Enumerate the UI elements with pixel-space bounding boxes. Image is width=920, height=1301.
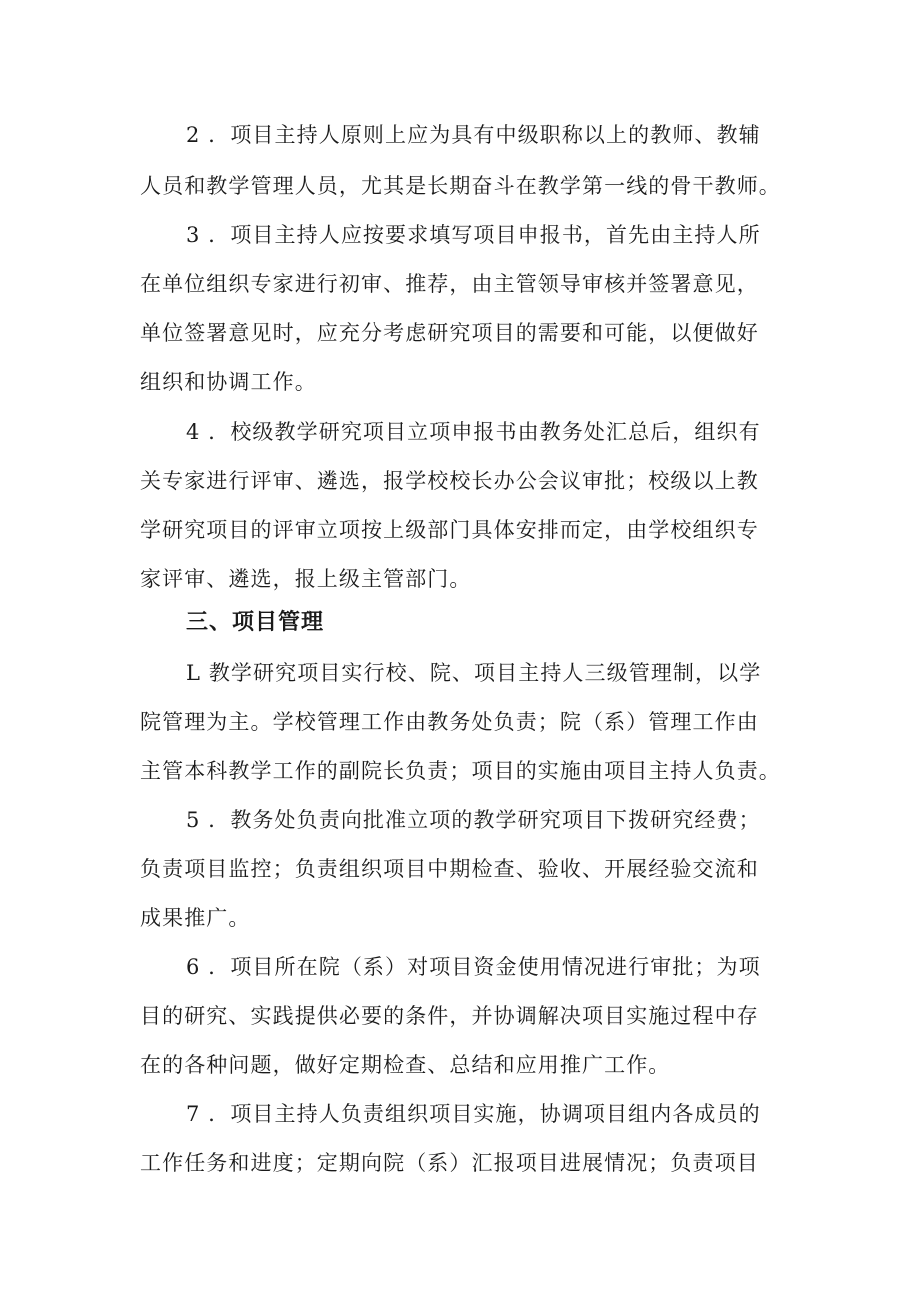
paragraph-7-line-1: 7 ．项目主持人负责组织项目实施，协调项目组内各成员的 — [186, 1102, 761, 1126]
paragraph-7-line-2: 工作任务和进度；定期向院（系）汇报项目进展情况；负责项目 — [140, 1151, 759, 1175]
paragraph-5-line-3: 成果推广。 — [140, 906, 251, 930]
paragraph-2-line-1: 2 ．项目主持人原则上应为具有中级职称以上的教师、教辅 — [186, 123, 761, 147]
section-heading: 三、项目管理 — [186, 610, 325, 635]
paragraph-3-line-1: 3 ．项目主持人应按要求填写项目申报书，首先由主持人所 — [186, 223, 761, 247]
paragraph-3-line-4: 组织和协调工作。 — [140, 370, 317, 394]
paragraph-l-line-3: 主管本科教学工作的副院长负责；项目的实施由项目主持人负责。 — [140, 759, 781, 783]
paragraph-6-line-3: 在的各种问题，做好定期检查、总结和应用推广工作。 — [140, 1053, 671, 1077]
paragraph-3-line-3: 单位签署意见时，应充分考虑研究项目的需要和可能，以便做好 — [140, 321, 759, 345]
paragraph-4-line-4: 家评审、遴选，报上级主管部门。 — [140, 567, 472, 591]
paragraph-2-line-2: 人员和教学管理人员，尤其是长期奋斗在教学第一线的骨干教师。 — [140, 174, 781, 198]
paragraph-4-line-2: 关专家进行评审、遴选，报学校校长办公会议审批；校级以上教 — [140, 469, 759, 493]
paragraph-l-line-2: 院管理为主。学校管理工作由教务处负责；院（系）管理工作由 — [140, 710, 759, 734]
paragraph-5-line-1: 5 ．教务处负责向批准立项的教学研究项目下拨研究经费； — [186, 808, 761, 832]
paragraph-4-line-1: 4 ．校级教学研究项目立项申报书由教务处汇总后，组织有 — [186, 420, 761, 444]
paragraph-4-line-3: 学研究项目的评审立项按上级部门具体安排而定，由学校组织专 — [140, 518, 759, 542]
paragraph-l-line-1: L 教学研究项目实行校、院、项目主持人三级管理制，以学 — [186, 661, 762, 685]
paragraph-3-line-2: 在单位组织专家进行初审、推荐，由主管领导审核并签署意见， — [140, 272, 759, 296]
paragraph-5-line-2: 负责项目监控；负责组织项目中期检查、验收、开展经验交流和 — [140, 857, 759, 881]
paragraph-6-line-1: 6 ．项目所在院（系）对项目资金使用情况进行审批；为项 — [186, 955, 761, 979]
paragraph-6-line-2: 目的研究、实践提供必要的条件，并协调解决项目实施过程中存 — [140, 1004, 759, 1028]
